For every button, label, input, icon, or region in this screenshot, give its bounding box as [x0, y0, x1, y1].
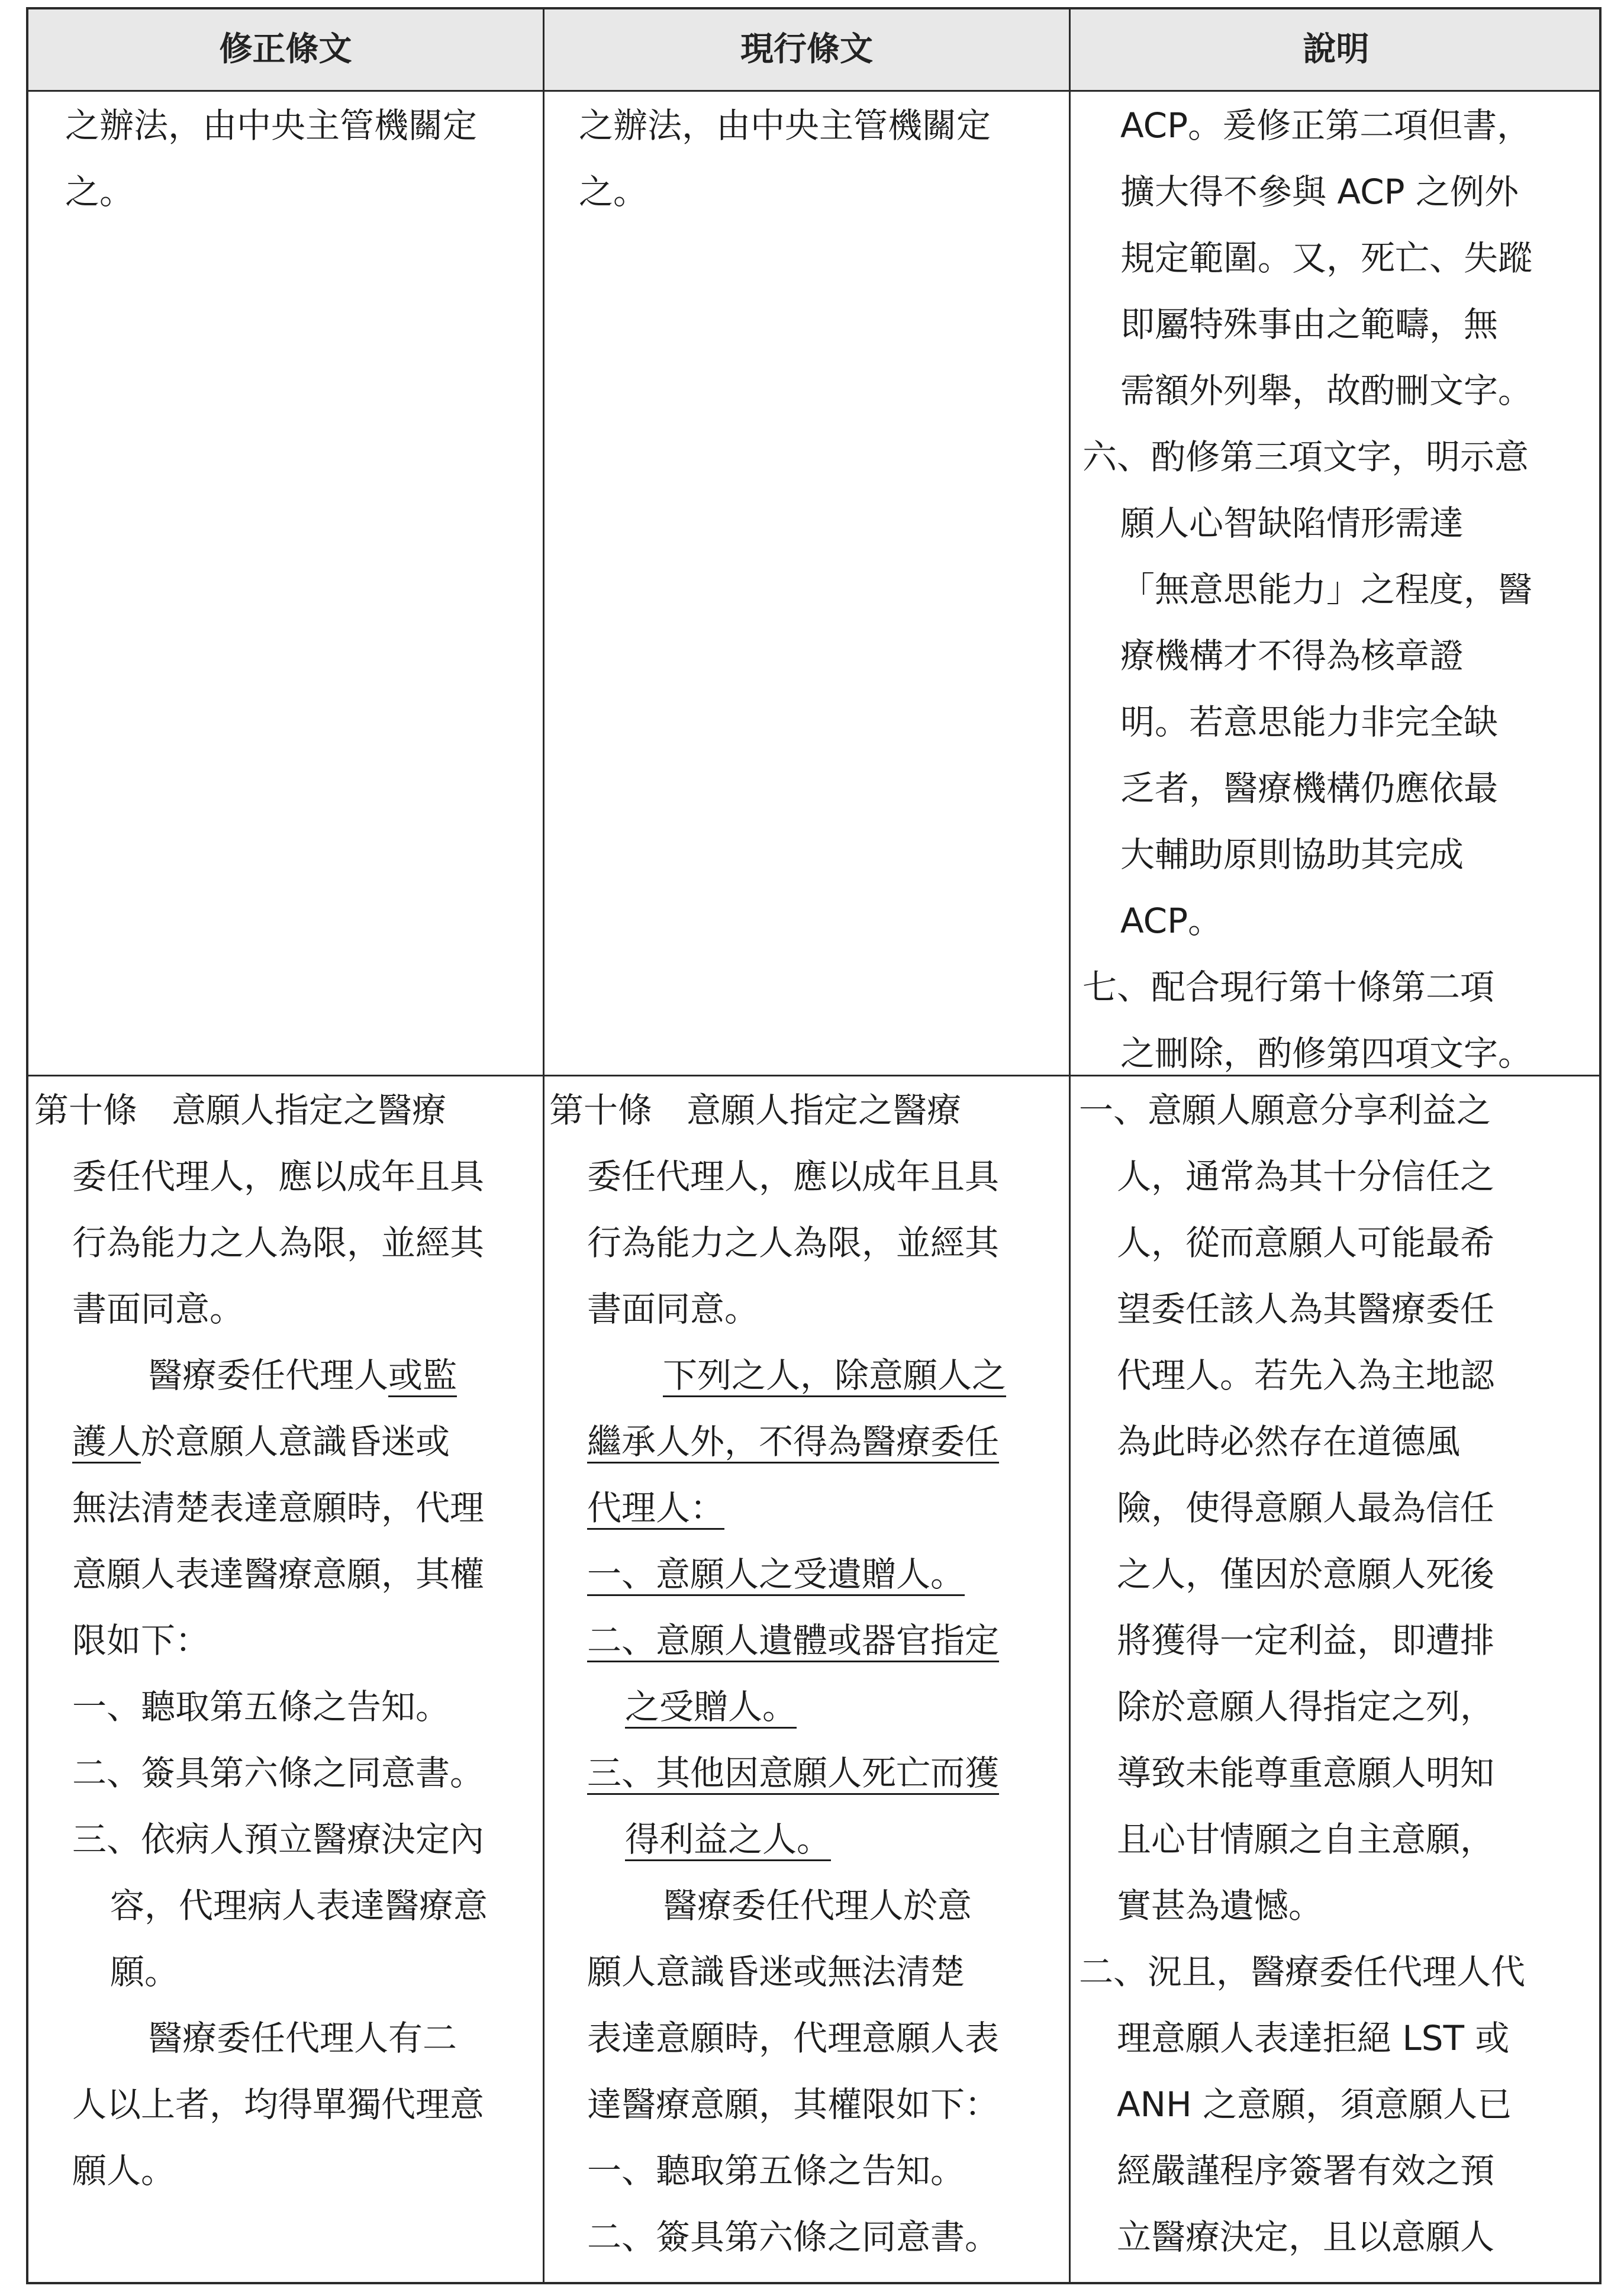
underlined-deletion: 二、意願人遺體或器官指定	[587, 1620, 1000, 1661]
text-line: 實甚為遺憾。	[1117, 1885, 1323, 1926]
article-title-line: 第十條 意願人指定之醫療	[549, 1090, 962, 1130]
text-line	[549, 1408, 1069, 1475]
text-line: 願。	[110, 1952, 179, 1992]
text-line: 書面同意。	[72, 1289, 244, 1329]
text-line: 六、酌修第三項文字，明示意	[1082, 437, 1529, 477]
text-line: 且心甘情願之自主意願，	[1117, 1819, 1495, 1859]
text-line: 乏者，醫療機構仍應依最	[1120, 768, 1499, 808]
header-amended-text: 修正條文	[219, 30, 352, 69]
list-item	[549, 1541, 1069, 1607]
row2-current-cell	[544, 1077, 1069, 2270]
text-line: 之。	[579, 172, 648, 212]
text-line: 規定範圍。又，死亡、失蹤	[1120, 238, 1533, 278]
text-line: 明。若意思能力非完全缺	[1120, 702, 1499, 742]
header-explanation: 說明	[1303, 30, 1370, 69]
text-line: 將獲得一定利益，即遭排	[1117, 1620, 1495, 1661]
underlined-deletion: 之受贈人。	[625, 1687, 797, 1727]
text-line: 大輔助原則協助其完成	[1120, 834, 1464, 875]
text-line: 願人心智缺陷情形需達	[1120, 503, 1464, 543]
underlined-deletion: 一、意願人之受遺贈人。	[587, 1554, 965, 1594]
underlined-deletion: 代理人：	[587, 1488, 725, 1528]
text-line: 之辦法，由中央主管機關定	[65, 105, 478, 146]
text-line: 之刪除，酌修第四項文字。	[1120, 1033, 1533, 1074]
text-line: 擴大得不參與 ACP 之例外	[1120, 172, 1519, 212]
text-line: ACP。	[1120, 901, 1223, 941]
list-item: 二、簽具第六條之同意書。	[587, 2217, 1000, 2257]
underlined-deletion: 三、其他因意願人死亡而獲	[587, 1753, 1000, 1793]
text-line: 除於意願人得指定之列，	[1117, 1687, 1495, 1727]
list-item: 一、意願人願意分享利益之	[1079, 1090, 1491, 1130]
text-line: 之。	[65, 172, 134, 212]
text-line: ANH 之意願，須意願人已	[1117, 2084, 1512, 2125]
text-line: 立醫療決定，且以意願人	[1117, 2217, 1495, 2257]
text-line: 限如下：	[72, 1620, 210, 1661]
text-line: 達醫療意願，其權限如下：	[587, 2084, 1000, 2125]
table-header	[28, 9, 1599, 90]
text-line: 書面同意。	[587, 1289, 759, 1329]
list-item	[549, 1607, 1069, 1674]
row2-explanation-cell	[1071, 1077, 1602, 2270]
text-line: 人，從而意願人可能最希	[1117, 1223, 1495, 1263]
text-line: 經嚴謹程序簽署有效之預	[1117, 2151, 1495, 2191]
text-line	[549, 1806, 1069, 1872]
text-line	[34, 1342, 543, 1408]
text-line	[549, 1475, 1069, 1541]
text-line: 療機構才不得為核章證	[1120, 636, 1464, 676]
row1-current-cell	[544, 92, 1069, 225]
text-line: 需額外列舉，故酌刪文字。	[1120, 370, 1533, 411]
list-item: 一、聽取第五條之告知。	[72, 1687, 450, 1727]
text-line: 代理人。若先入為主地認	[1117, 1355, 1495, 1395]
underlined-deletion: 下列之人，除意願人之	[663, 1355, 1007, 1395]
text-segment: 醫療委任代理人	[148, 1355, 389, 1395]
text-line: 導致未能尊重意願人明知	[1117, 1753, 1495, 1793]
header-divider	[28, 90, 1599, 92]
list-item	[549, 1740, 1069, 1806]
header-current-text: 現行條文	[740, 30, 873, 69]
text-line: 人以上者，均得單獨代理意	[72, 2084, 485, 2125]
text-line: 理意願人表達拒絕 LST 或	[1117, 2018, 1510, 2058]
underlined-deletion: 繼承人外，不得為醫療委任	[587, 1421, 1000, 1462]
text-line: 醫療委任代理人於意	[663, 1885, 972, 1926]
text-line: 容，代理病人表達醫療意	[110, 1885, 488, 1926]
row1-explanation-cell	[1071, 92, 1602, 1087]
text-line: 行為能力之人為限，並經其	[587, 1223, 1000, 1263]
text-line: 人，通常為其十分信任之	[1117, 1156, 1495, 1197]
underlined-amendment: 護人	[72, 1421, 141, 1462]
text-line: 願人意識昏迷或無法清楚	[587, 1952, 965, 1992]
underlined-deletion: 得利益之人。	[625, 1819, 832, 1859]
row1-amended-cell	[28, 92, 543, 225]
text-line: 意願人表達醫療意願，其權	[72, 1554, 485, 1594]
text-line: 願人。	[72, 2151, 176, 2191]
text-line: 表達意願時，代理意願人表	[587, 2018, 1000, 2058]
list-item: 二、況且，醫療委任代理人代	[1079, 1952, 1526, 1992]
text-line: 即屬特殊事由之範疇，無	[1120, 304, 1499, 344]
text-line: 無法清楚表達意願時，代理	[72, 1488, 485, 1528]
text-line: 為此時必然存在道德風	[1117, 1421, 1461, 1462]
list-item: 一、聽取第五條之告知。	[587, 2151, 965, 2191]
row2-amended-cell	[28, 1077, 543, 2204]
underlined-amendment: 或監	[388, 1355, 457, 1395]
text-line: 望委任該人為其醫療委任	[1117, 1289, 1495, 1329]
text-line: 「無意思能力」之程度，醫	[1120, 569, 1533, 610]
text-line	[34, 1408, 543, 1475]
text-segment: 於意願人意識昏迷或	[141, 1421, 450, 1462]
text-line: 行為能力之人為限，並經其	[72, 1223, 485, 1263]
text-line: 七、配合現行第十條第二項	[1082, 967, 1495, 1007]
text-line	[549, 1342, 1069, 1408]
list-item: 二、簽具第六條之同意書。	[72, 1753, 485, 1793]
text-line: 委任代理人，應以成年且具	[72, 1156, 485, 1197]
list-item: 三、依病人預立醫療決定內	[72, 1819, 485, 1859]
text-line: 之辦法，由中央主管機關定	[579, 105, 991, 146]
amendment-comparison-table	[26, 7, 1602, 2284]
text-line: 險，使得意願人最為信任	[1117, 1488, 1495, 1528]
article-title-line: 第十條 意願人指定之醫療	[34, 1090, 447, 1130]
text-line: ACP。爰修正第二項但書，	[1120, 105, 1532, 146]
text-line: 之人，僅因於意願人死後	[1117, 1554, 1495, 1594]
text-line	[549, 1674, 1069, 1740]
text-line: 委任代理人，應以成年且具	[587, 1156, 1000, 1197]
text-line: 醫療委任代理人有二	[148, 2018, 457, 2058]
